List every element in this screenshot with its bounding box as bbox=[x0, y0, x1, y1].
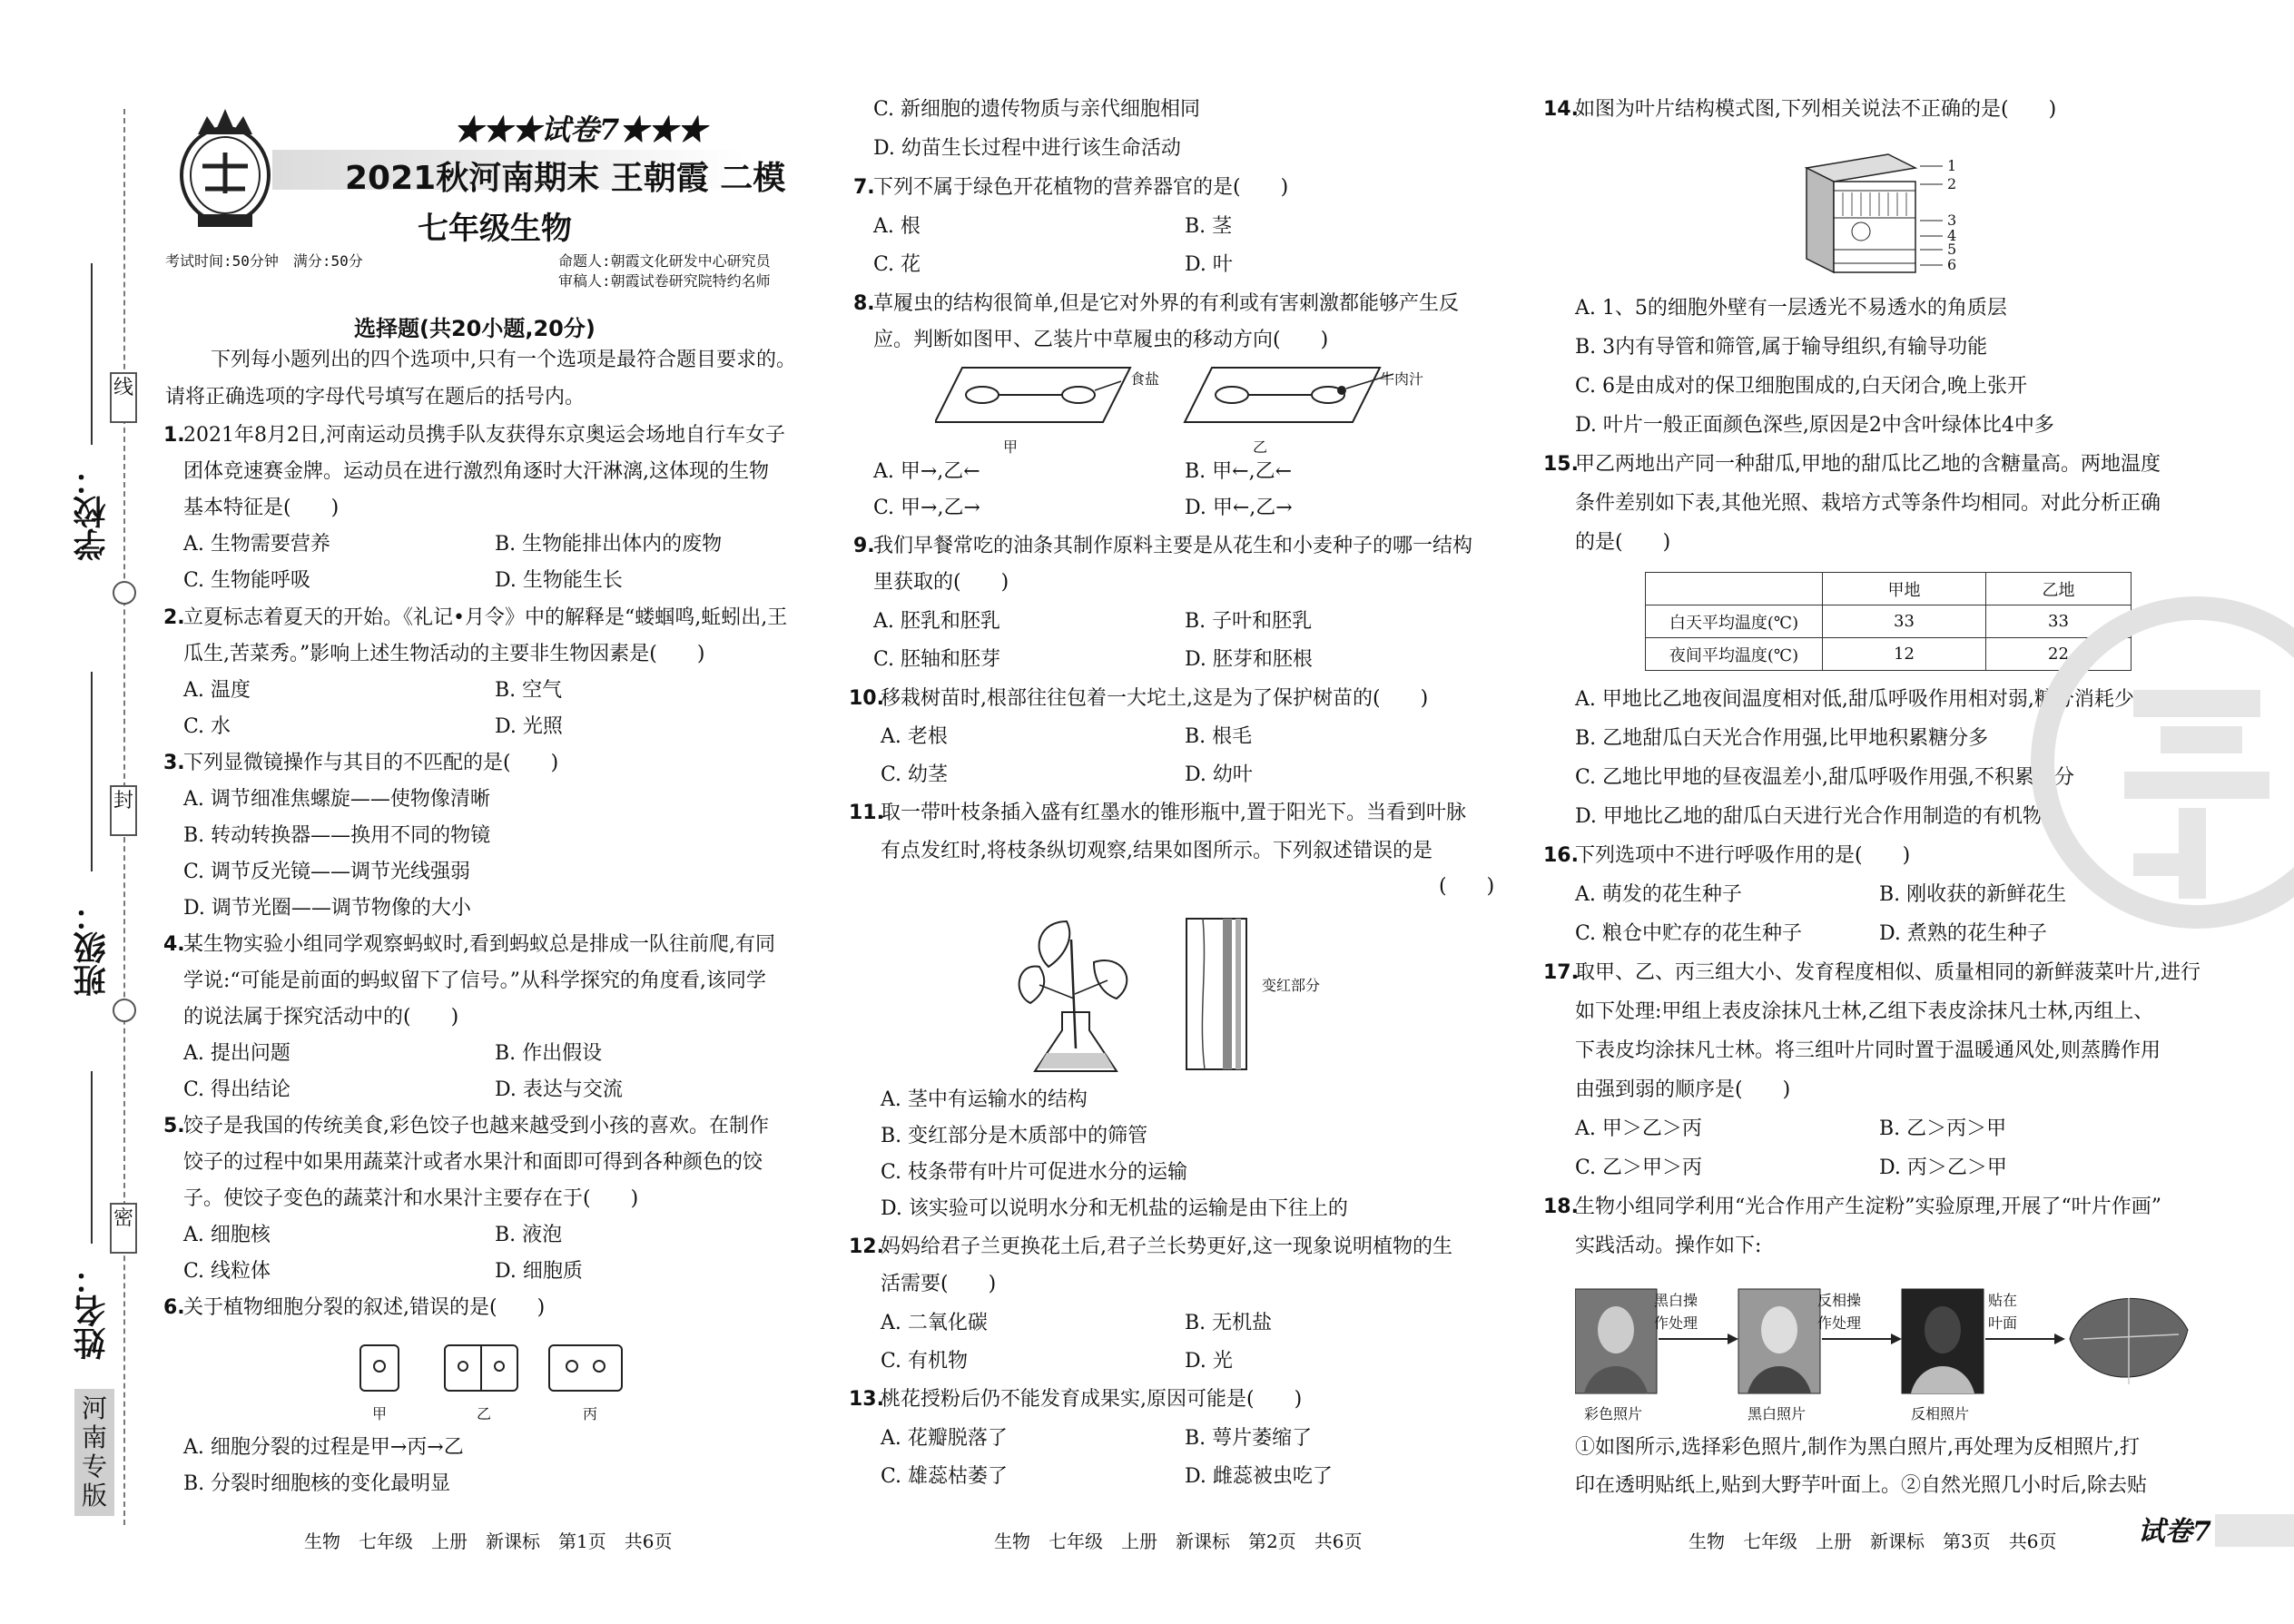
binding-hole bbox=[113, 999, 136, 1022]
question-text: 瓜生,苦菜秀。”影响上述生物活动的主要非生物因素是( ) bbox=[183, 643, 705, 665]
question-number: 13. bbox=[849, 1388, 884, 1411]
option-a: A. 茎中有运输水的结构 bbox=[881, 1088, 1088, 1111]
question-text: 取一带叶枝条插入盛有红墨水的锥形瓶中,置于阳光下。当看到叶脉 bbox=[881, 802, 1466, 824]
question-text: 妈妈给君子兰更换花土后,君子兰长势更好,这一现象说明植物的生 bbox=[881, 1235, 1452, 1258]
figure-label: 黑白照片 bbox=[1748, 1405, 1807, 1422]
cut-marker-secret: 密 bbox=[110, 1203, 137, 1254]
table-cell: 白天平均温度(℃) bbox=[1646, 605, 1823, 638]
option-c: C. 得出结论 bbox=[183, 1078, 291, 1101]
option-c: C. 水 bbox=[183, 715, 231, 738]
question-number: 17. bbox=[1543, 961, 1579, 984]
question-text: 某生物实验小组同学观察蚂蚁时,看到蚂蚁总是排成一队往前爬,有同 bbox=[183, 933, 775, 956]
option-b: B. 子叶和胚乳 bbox=[1185, 610, 1313, 633]
question-text: 草履虫的结构很简单,但是它对外界的有利或有害刺激都能够产生反 bbox=[873, 292, 1459, 315]
figure-label: 叶面 bbox=[1988, 1314, 2018, 1332]
section-intro: 请将正确选项的字母代号填写在题后的括号内。 bbox=[165, 386, 586, 408]
option-d: D. 表达与交流 bbox=[495, 1078, 623, 1101]
figure-label: 5 bbox=[1947, 241, 1957, 258]
cell-division-figure bbox=[359, 1343, 631, 1412]
option-b: B. 茎 bbox=[1185, 215, 1233, 238]
question-text: 活需要( ) bbox=[881, 1273, 997, 1295]
secret-watermark-stamp-icon bbox=[2024, 590, 2294, 935]
figure-label: 牛肉汁 bbox=[1380, 370, 1424, 388]
table-cell: 乙地 bbox=[1986, 573, 2132, 605]
reviewer: 审稿人:朝霞试卷研究院特约名师 bbox=[558, 272, 771, 290]
question-text: 下列不属于绿色开花植物的营养器官的是( ) bbox=[873, 176, 1289, 199]
question-text: 取甲、乙、丙三组大小、发育程度相似、质量相同的新鲜菠菜叶片,进行 bbox=[1575, 961, 2200, 984]
option-d: D. 叶 bbox=[1185, 253, 1233, 276]
figure-label: 黑白操 bbox=[1654, 1292, 1698, 1309]
page-1 bbox=[154, 0, 817, 1624]
option-a: A. 温度 bbox=[183, 679, 251, 702]
question-number: 6. bbox=[163, 1296, 185, 1319]
option-b: B. 萼片萎缩了 bbox=[1185, 1427, 1313, 1450]
option-d: D. 光 bbox=[1185, 1350, 1233, 1373]
option-c: C. 幼茎 bbox=[881, 763, 949, 786]
table-cell bbox=[1646, 573, 1823, 605]
page-2 bbox=[849, 0, 1521, 1624]
school-label: 学校： bbox=[74, 463, 111, 561]
option-d: D. 生物能生长 bbox=[495, 569, 623, 592]
question-text: ( ) bbox=[1439, 875, 1495, 898]
setter: 命题人:朝霞文化研发中心研究员 bbox=[558, 252, 771, 270]
name-underline bbox=[91, 1071, 93, 1244]
option-c: C. 有机物 bbox=[881, 1350, 969, 1373]
question-text: 生物小组同学利用“光合作用产生淀粉”实验原理,开展了“叶片作画” bbox=[1575, 1196, 2161, 1218]
table-cell: 甲地 bbox=[1823, 573, 1986, 605]
figure-label: 反相操 bbox=[1817, 1292, 1862, 1309]
table-cell: 33 bbox=[1986, 605, 2132, 638]
question-text: 团体竞速赛金牌。运动员在进行激烈角逐时大汗淋漓,这体现的生物 bbox=[183, 460, 769, 483]
corner-exam-tag: 试卷7 bbox=[2138, 1516, 2211, 1548]
option-a: A. 二氧化碳 bbox=[881, 1312, 988, 1334]
option-a: A. 调节细准焦螺旋——使物像清晰 bbox=[183, 788, 490, 811]
option-a: A. 甲＞乙＞丙 bbox=[1575, 1117, 1702, 1140]
option-d: D. 胚芽和胚根 bbox=[1185, 648, 1313, 671]
question-text: 我们早餐常吃的油条其制作原料主要是从花生和小麦种子的哪一结构 bbox=[873, 535, 1473, 557]
question-text: 立夏标志着夏天的开始。《礼记•月令》中的解释是“蝼蝈鸣,蚯蚓出,王 bbox=[183, 606, 788, 629]
option-c: C. 线粒体 bbox=[183, 1260, 271, 1283]
figure-label: 甲 bbox=[1003, 438, 1019, 456]
question-number: 5. bbox=[163, 1115, 185, 1137]
option-b: B. 作出假设 bbox=[495, 1042, 603, 1065]
question-text: 下列选项中不进行呼吸作用的是( ) bbox=[1575, 844, 1911, 867]
branch-flask-figure bbox=[1012, 912, 1148, 1080]
question-number: 18. bbox=[1543, 1196, 1579, 1218]
province-char: 河 bbox=[81, 1393, 107, 1423]
paramecium-slides-figure bbox=[935, 363, 1407, 427]
exam-title: 2021秋河南期末 王朝霞 二模 bbox=[345, 160, 786, 197]
option-d: D. 细胞质 bbox=[495, 1260, 583, 1283]
option-a: A. 甲地比乙地夜间温度相对低,甜瓜呼吸作用相对弱,糖分消耗少 bbox=[1575, 688, 2134, 711]
province-char: 专 bbox=[81, 1452, 107, 1481]
figure-label: 变红部分 bbox=[1262, 977, 1321, 994]
option-c: C. 花 bbox=[873, 253, 921, 276]
option-c: C. 甲→,乙→ bbox=[873, 497, 980, 519]
question-text: 桃花授粉后仍不能发育成果实,原因可能是( ) bbox=[881, 1388, 1303, 1411]
question-text: 由强到弱的顺序是( ) bbox=[1575, 1078, 1791, 1101]
province-edition-badge bbox=[74, 1389, 114, 1516]
question-text: 子。使饺子变色的蔬菜汁和水果汁主要存在于( ) bbox=[183, 1187, 639, 1210]
corner-bar bbox=[2215, 1514, 2294, 1547]
option-b: B. 刚收获的新鲜花生 bbox=[1879, 883, 2067, 906]
option-c: C. 生物能呼吸 bbox=[183, 569, 311, 592]
option-c: C. 胚轴和胚芽 bbox=[873, 648, 1001, 671]
option-a: A. 甲→,乙← bbox=[873, 460, 980, 483]
question-text: 有点发红时,将枝条纵切观察,结果如图所示。下列叙述错误的是 bbox=[881, 840, 1433, 862]
question-text: 里获取的( ) bbox=[873, 571, 1009, 594]
option-d: D. 甲地比乙地的甜瓜白天进行光合作用制造的有机物多 bbox=[1575, 805, 2063, 828]
name-label: 姓名： bbox=[74, 1262, 111, 1360]
table-cell: 12 bbox=[1823, 638, 1986, 671]
class-label: 班级： bbox=[74, 899, 111, 997]
option-b: B. 3内有导管和筛管,属于输导组织,有输导功能 bbox=[1575, 336, 1988, 359]
exam-tag: ★★★试卷7★★★ bbox=[454, 113, 707, 147]
option-c: C. 新细胞的遗传物质与亲代细胞相同 bbox=[873, 98, 1201, 121]
option-d: D. 甲←,乙→ bbox=[1185, 497, 1293, 519]
figure-label: 作处理 bbox=[1817, 1314, 1862, 1332]
figure-label: 作处理 bbox=[1654, 1314, 1698, 1332]
question-number: 14. bbox=[1543, 98, 1579, 121]
school-underline bbox=[91, 263, 93, 445]
figure-label: 2 bbox=[1947, 175, 1957, 192]
binding-margin bbox=[0, 0, 136, 1624]
table-cell: 夜间平均温度(℃) bbox=[1646, 638, 1823, 671]
cut-marker-seal: 封 bbox=[110, 785, 137, 836]
question-text: 印在透明贴纸上,贴到大野芋叶面上。②自然光照几小时后,除去贴 bbox=[1575, 1474, 2147, 1497]
section-title: 选择题(共20小题,20分) bbox=[354, 316, 596, 341]
question-number: 15. bbox=[1543, 453, 1579, 476]
option-d: D. 煮熟的花生种子 bbox=[1879, 922, 2047, 945]
option-b: B. 生物能排出体内的废物 bbox=[495, 533, 723, 556]
cut-marker-line: 线 bbox=[110, 372, 137, 423]
figure-label: 乙 bbox=[477, 1405, 492, 1422]
table-cell: 22 bbox=[1986, 638, 2132, 671]
figure-label: 3 bbox=[1947, 212, 1957, 229]
option-d: D. 幼苗生长过程中进行该生命活动 bbox=[873, 137, 1181, 160]
question-number: 1. bbox=[163, 424, 185, 447]
option-b: B. 变红部分是木质部中的筛管 bbox=[881, 1125, 1148, 1147]
figure-label: 丙 bbox=[583, 1405, 598, 1422]
option-b: B. 分裂时细胞核的变化最明显 bbox=[183, 1472, 451, 1495]
figure-label: 乙 bbox=[1253, 438, 1268, 456]
province-char: 版 bbox=[81, 1481, 107, 1511]
question-text: 应。判断如图甲、乙装片中草履虫的移动方向( ) bbox=[873, 329, 1329, 351]
option-a: A. 细胞分裂的过程是甲→丙→乙 bbox=[183, 1436, 464, 1459]
question-number: 11. bbox=[849, 802, 884, 824]
option-d: D. 叶片一般正面颜色深些,原因是2中含叶绿体比4中多 bbox=[1575, 414, 2054, 437]
figure-label: 反相照片 bbox=[1911, 1405, 1970, 1422]
page-footer: 生物 七年级 上册 新课标 第2页 共6页 bbox=[994, 1530, 1363, 1552]
figure-label: 彩色照片 bbox=[1584, 1405, 1643, 1422]
subject-title: 七年级生物 bbox=[418, 211, 572, 247]
question-text: 关于植物细胞分裂的叙述,错误的是( ) bbox=[183, 1296, 546, 1319]
option-d: D. 雌蕊被虫吃了 bbox=[1185, 1465, 1333, 1488]
stem-section-figure bbox=[1185, 917, 1248, 1071]
option-b: B. 乙＞丙＞甲 bbox=[1879, 1117, 2007, 1140]
question-text: 饺子的过程中如果用蔬菜汁或者水果汁和面即可得到各种颜色的饺 bbox=[183, 1151, 763, 1174]
publisher-logo-icon bbox=[171, 98, 280, 234]
question-text: 的说法属于探究活动中的( ) bbox=[183, 1006, 459, 1029]
option-d: D. 光照 bbox=[495, 715, 563, 738]
option-c: C. 粮仓中贮存的花生种子 bbox=[1575, 922, 1803, 945]
question-number: 4. bbox=[163, 933, 185, 956]
table-cell: 33 bbox=[1823, 605, 1986, 638]
section-intro: 下列每小题列出的四个选项中,只有一个选项是最符合题目要求的。 bbox=[211, 349, 796, 371]
question-text: 条件差别如下表,其他光照、栽培方式等条件均相同。对此分析正确 bbox=[1575, 492, 2161, 515]
figure-label: 6 bbox=[1947, 256, 1957, 273]
option-b: B. 根毛 bbox=[1185, 725, 1253, 748]
option-c: C. 乙＞甲＞丙 bbox=[1575, 1156, 1703, 1179]
option-a: A. 1、5的细胞外壁有一层透光不易透水的角质层 bbox=[1575, 297, 2007, 320]
question-number: 3. bbox=[163, 752, 185, 774]
question-text: 2021年8月2日,河南运动员携手队友获得东京奥运会场地自行车女子 bbox=[183, 424, 785, 447]
figure-label: 4 bbox=[1947, 227, 1957, 244]
option-c: C. 雄蕊枯萎了 bbox=[881, 1465, 1009, 1488]
question-number: 16. bbox=[1543, 844, 1579, 867]
question-text: 实践活动。操作如下: bbox=[1575, 1235, 1762, 1257]
option-a: A. 根 bbox=[873, 215, 921, 238]
option-a: A. 胚乳和胚乳 bbox=[873, 610, 1000, 633]
option-d: D. 幼叶 bbox=[1185, 763, 1253, 786]
question-number: 9. bbox=[853, 535, 875, 557]
option-d: D. 调节光圈——调节物像的大小 bbox=[183, 897, 471, 920]
question-number: 10. bbox=[849, 687, 884, 710]
option-b: B. 无机盐 bbox=[1185, 1312, 1273, 1334]
option-c: C. 6是由成对的保卫细胞围成的,白天闭合,晚上张开 bbox=[1575, 375, 2028, 398]
option-d: D. 该实验可以说明水分和无机盐的运输是由下往上的 bbox=[881, 1197, 1348, 1220]
option-c: C. 调节反光镜——调节光线强弱 bbox=[183, 861, 471, 883]
option-b: B. 转动转换器——换用不同的物镜 bbox=[183, 824, 491, 847]
option-d: D. 丙＞乙＞甲 bbox=[1879, 1156, 2007, 1179]
option-a: A. 老根 bbox=[881, 725, 948, 748]
question-number: 7. bbox=[853, 176, 875, 199]
option-a: A. 生物需要营养 bbox=[183, 533, 330, 556]
option-b: B. 甲←,乙← bbox=[1185, 460, 1293, 483]
question-text: 学说:“可能是前面的蚂蚁留下了信号。”从科学探究的角度看,该同学 bbox=[183, 969, 766, 992]
class-underline bbox=[91, 672, 93, 871]
option-a: A. 萌发的花生种子 bbox=[1575, 883, 1742, 906]
question-text: 移栽树苗时,根部往往包着一大坨土,这是为了保护树苗的( ) bbox=[881, 687, 1429, 710]
figure-label: 食盐 bbox=[1130, 370, 1160, 388]
option-c: C. 乙地比甲地的昼夜温差小,甜瓜呼吸作用强,不积累糖分 bbox=[1575, 766, 2075, 789]
option-b: B. 空气 bbox=[495, 679, 563, 702]
option-a: A. 花瓣脱落了 bbox=[881, 1427, 1008, 1450]
question-number: 2. bbox=[163, 606, 185, 629]
question-number: 8. bbox=[853, 292, 875, 315]
question-text: 如图为叶片结构模式图,下列相关说法不正确的是( ) bbox=[1575, 98, 2057, 121]
question-text: 下表皮均涂抹凡士林。将三组叶片同时置于温暖通风处,则蒸腾作用 bbox=[1575, 1039, 2161, 1062]
binding-hole bbox=[113, 581, 136, 605]
figure-label: 贴在 bbox=[1988, 1292, 2018, 1309]
question-text: 甲乙两地出产同一种甜瓜,甲地的甜瓜比乙地的含糖量高。两地温度 bbox=[1575, 453, 2161, 476]
option-a: A. 细胞核 bbox=[183, 1224, 271, 1246]
question-text: 如下处理:甲组上表皮涂抹凡士林,乙组下表皮涂抹凡士林,丙组上、 bbox=[1575, 1000, 2154, 1023]
time-score: 考试时间:50分钟 满分:50分 bbox=[165, 252, 363, 270]
figure-label: 甲 bbox=[372, 1405, 388, 1422]
question-text: 基本特征是( ) bbox=[183, 497, 340, 519]
question-text: 饺子是我国的传统美食,彩色饺子也越来越受到小孩的喜欢。在制作 bbox=[183, 1115, 769, 1137]
question-text: 下列显微镜操作与其目的不匹配的是( ) bbox=[183, 752, 559, 774]
question-text: 的是( ) bbox=[1575, 531, 1671, 554]
question-text: ①如图所示,选择彩色照片,制作为黑白照片,再处理为反相照片,打 bbox=[1575, 1436, 2140, 1459]
leaf-structure-figure bbox=[1797, 150, 1934, 277]
option-b: B. 液泡 bbox=[495, 1224, 563, 1246]
option-a: A. 提出问题 bbox=[183, 1042, 290, 1065]
page-footer: 生物 七年级 上册 新课标 第1页 共6页 bbox=[304, 1530, 673, 1552]
page-footer: 生物 七年级 上册 新课标 第3页 共6页 bbox=[1689, 1530, 2057, 1552]
option-b: B. 乙地甜瓜白天光合作用强,比甲地积累糖分多 bbox=[1575, 727, 1989, 750]
option-c: C. 枝条带有叶片可促进水分的运输 bbox=[881, 1161, 1188, 1184]
question-number: 12. bbox=[849, 1235, 884, 1258]
province-char: 南 bbox=[81, 1422, 107, 1452]
figure-label: 1 bbox=[1947, 157, 1957, 174]
